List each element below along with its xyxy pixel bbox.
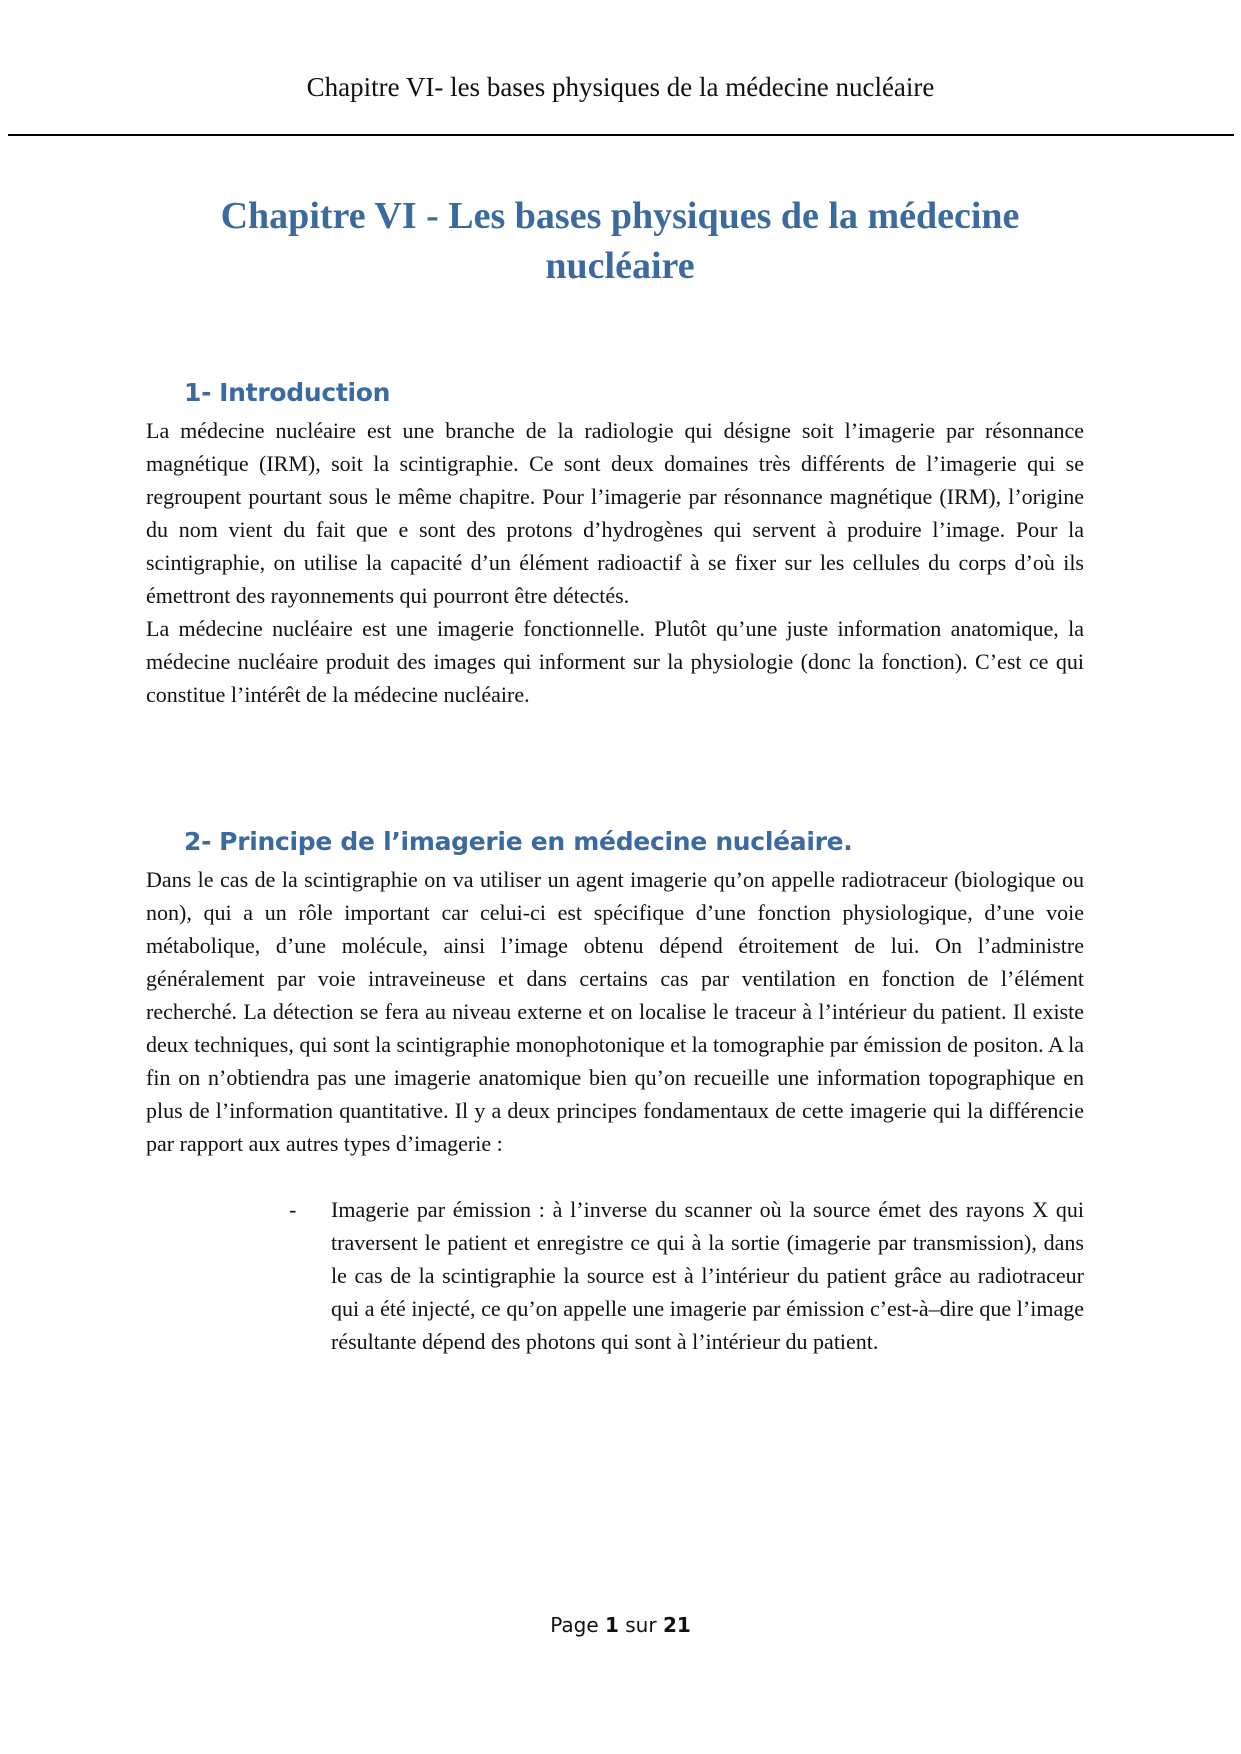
document-title-line-1: Chapitre VI - Les bases physiques de la médecine [220,195,1020,237]
total-pages: 21 [662,1613,691,1637]
section-title: Principe de l’imagerie en médecine nucléaire. [219,827,853,856]
page-footer [0,1613,1241,1637]
paragraph: La médecine nucléaire est une branche de la radiologie qui désigne soit l’imagerie par résonnance magnétique (IRM), soit la scintigraphie. Ce sont deux domaines très différents de l’imagerie qui se regroupent pourtant sous le même chapitre. Pour l’imagerie par résonnance magnétique (IRM), l’origine du nom vient du fait que e sont des protons d’hydrogènes qui servent à produire l’image. Pour la scintigraphie, on utilise la capacité d’un élément radioactif à se fixer sur les cellules du corps d’où ils émettront des rayonnements qui pourront être détectés. [146,418,1084,608]
section-body-principe [146,863,1084,1160]
section-heading-principe [184,827,852,856]
bullet-marker: - [289,1197,297,1222]
header-rule [8,134,1234,136]
section-number: 2- [184,827,212,856]
section-heading-introduction [184,378,390,407]
bullet-text: Imagerie par émission : à l’inverse du scanner où la source émet des rayons X qui traversent le patient et enregistre ce qui à la sortie (imagerie par transmission), dans le cas de la scintigraphie la source est à l’intérieur du patient grâce au radiotraceur qui a été injecté, ce qu’on appelle une imagerie par émission c’est-à–dire que l’image résultante dépend des photons qui sont à l’intérieur du patient. [331,1197,1084,1354]
running-header: Chapitre VI- les bases physiques de la médecine nucléaire [306,72,935,102]
section-body-introduction [146,414,1084,711]
paragraph: La médecine nucléaire est une imagerie fonctionnelle. Plutôt qu’une juste information anatomique, la médecine nucléaire produit des images qui informent sur la physiologie (donc la fonction). C’est ce qui constitue l’intérêt de la médecine nucléaire. [146,616,1084,707]
paragraph: Dans le cas de la scintigraphie on va utiliser un agent imagerie qu’on appelle radiotraceur (biologique ou non), qui a un rôle important car celui-ci est spécifique d’une fonction physiologique, d’une voie métabolique, d’une molécule, ainsi l’image obtenu dépend étroitement de lui. On l’administre généralement par voie intraveineuse et dans certains cas par ventilation en fonction de l’élément recherché. La détection se fera au niveau externe et on localise le traceur à l’intérieur du patient. Il existe deux techniques, qui sont la scintigraphie monophotonique et la tomographie par émission de positon. A la fin on n’obtiendra pas une imagerie anatomique bien qu’on recueille une information topographique en plus de l’information quantitative. Il y a deux principes fondamentaux de cette imagerie qui la différencie par rapport aux autres types d’imagerie : [146,867,1084,1156]
page-number: 1 [604,1613,619,1637]
section-number: 1- [184,378,212,407]
document-title-line-2: nucléaire [545,245,695,287]
bullet-item [283,1193,1084,1358]
page-label: Page [550,1613,599,1637]
of-label: sur [625,1613,657,1637]
document-title [140,191,1100,291]
section-title: Introduction [219,378,391,407]
